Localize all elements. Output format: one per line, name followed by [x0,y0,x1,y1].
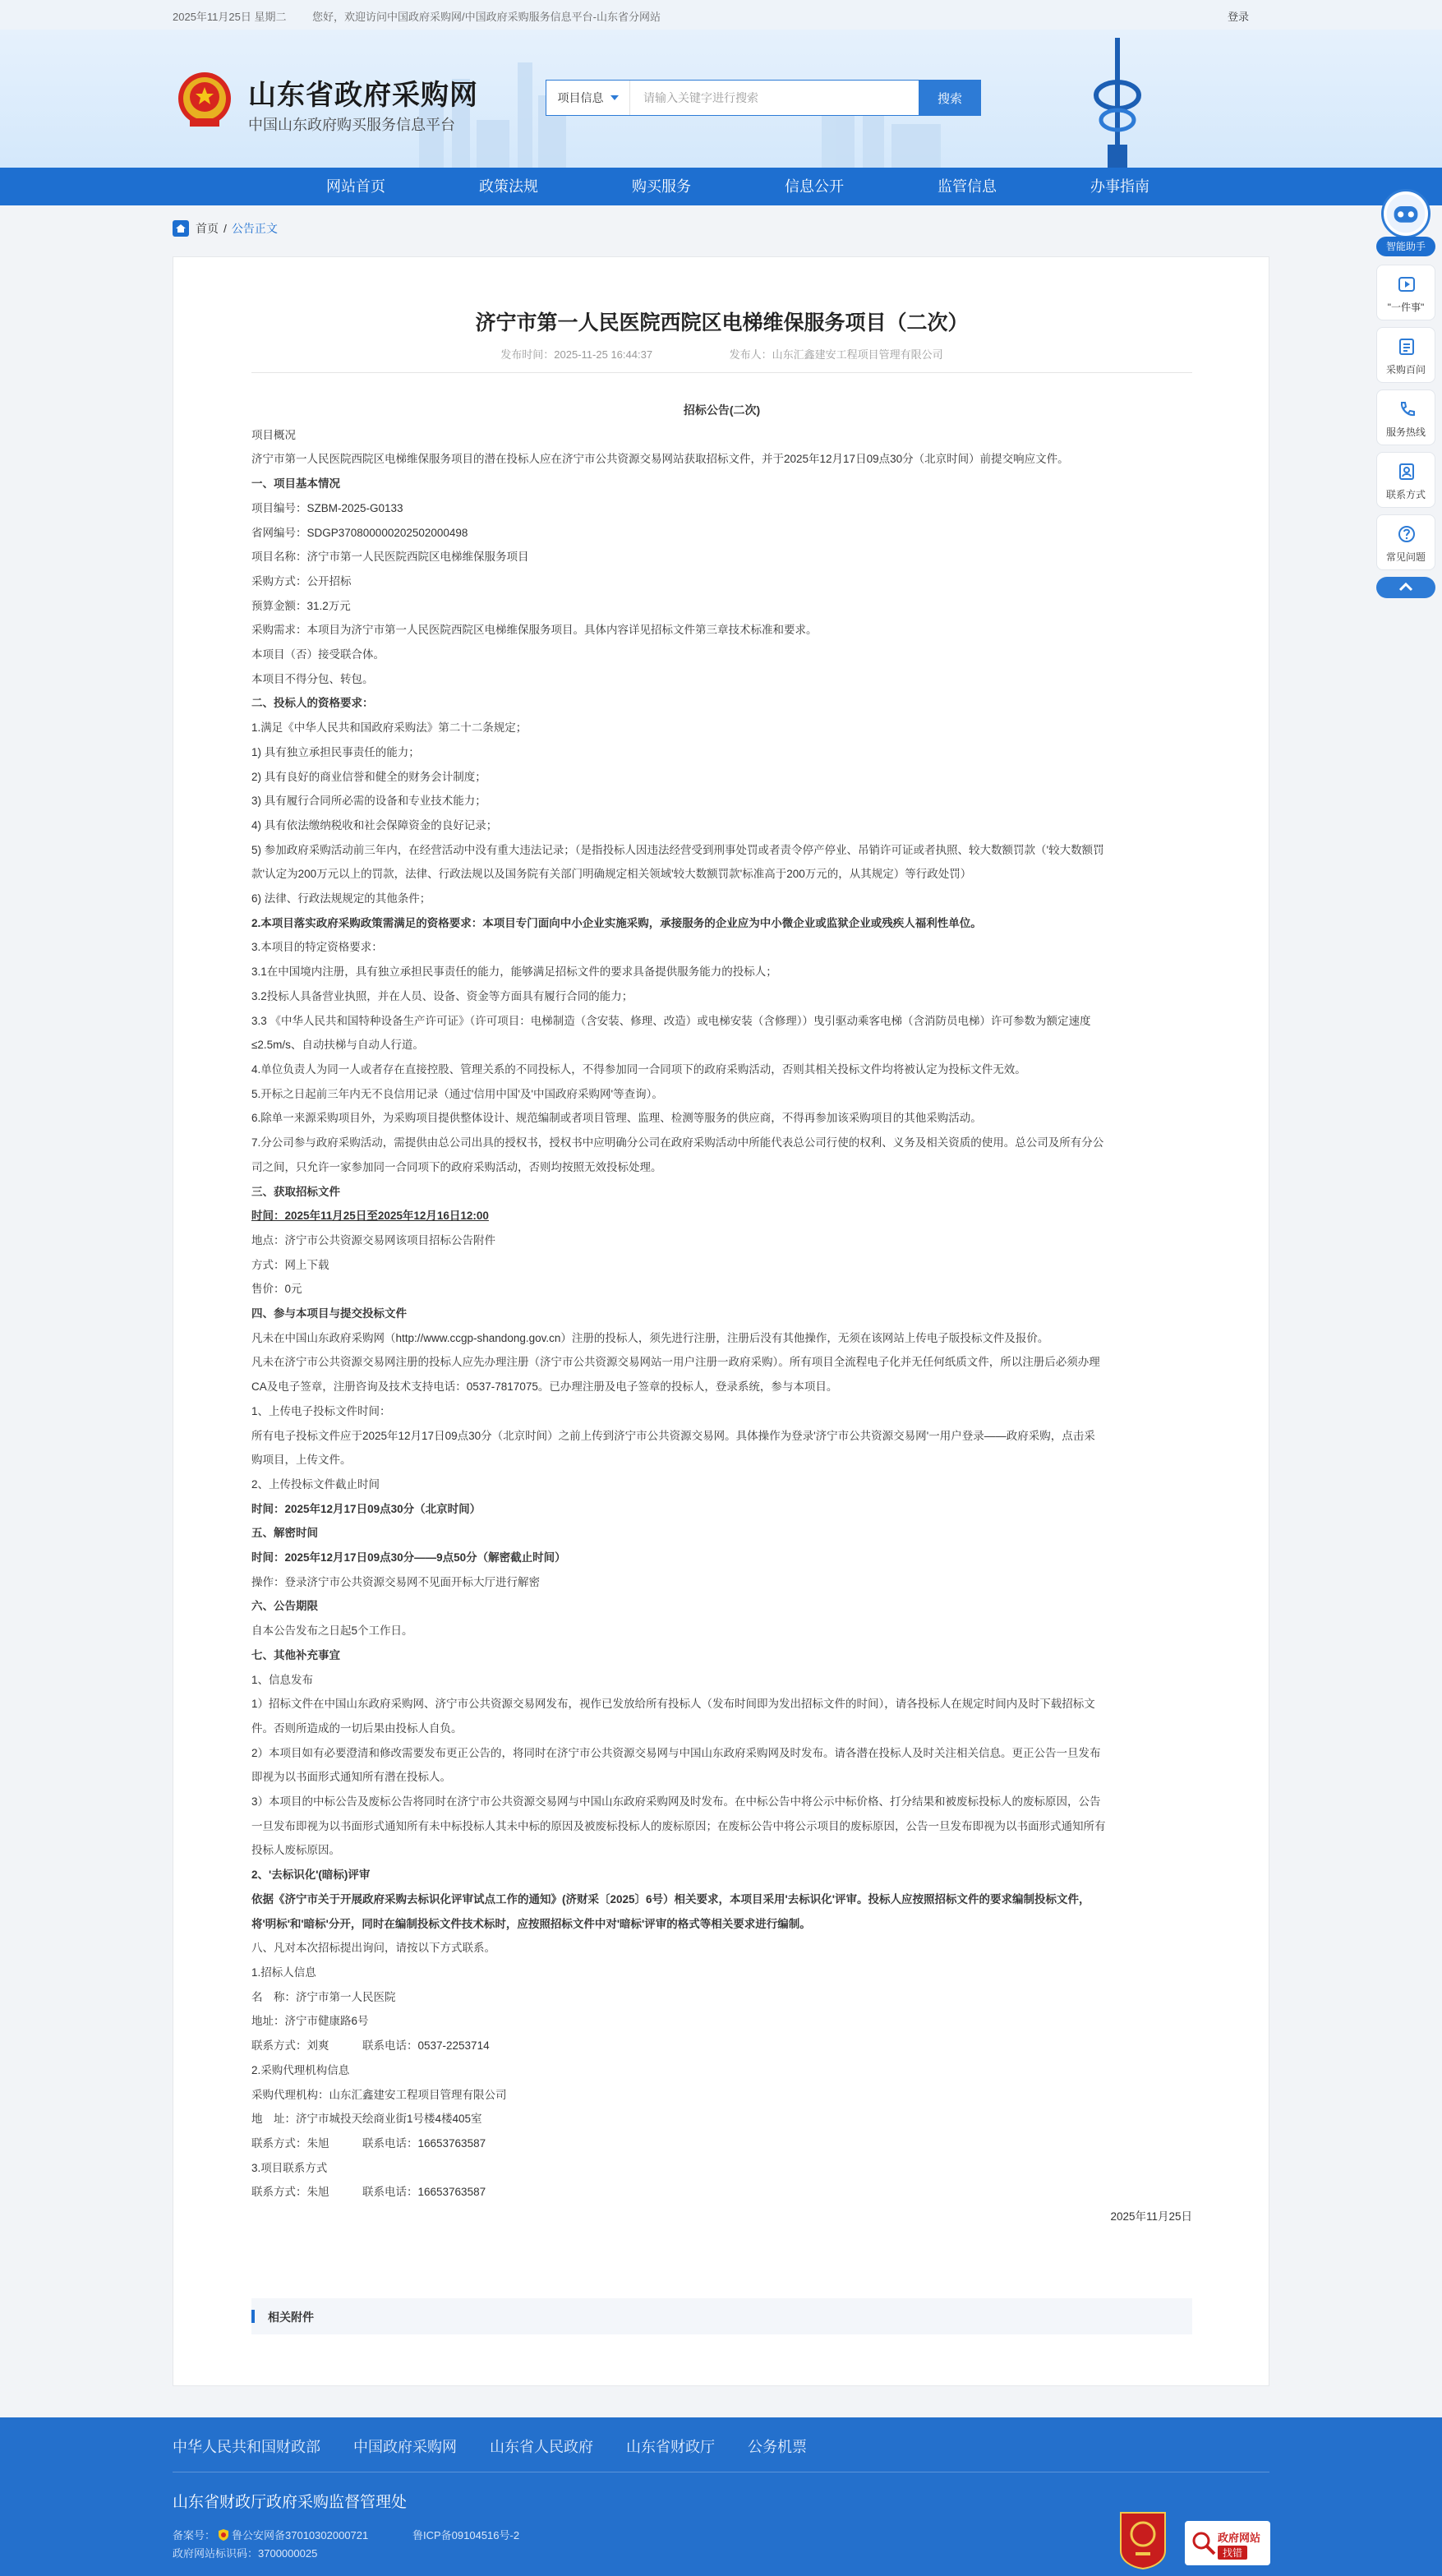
article-paragraph: 地 址：济宁市城投天绘商业街1号楼4楼405室 [251,2113,482,2126]
main-nav [0,168,1442,205]
article-paragraph: 时间：2025年12月17日09点30分——9点50分（解密截止时间） [251,1551,566,1564]
footer-link-sd-gov[interactable]: 山东省人民政府 [490,2439,593,2455]
article-paragraph: 联系方式：朱旭 联系电话：16653763587 [251,2136,486,2150]
article-paragraph: ≤2.5m/s、自动扶梯与自动人行道。 [251,1039,424,1052]
article-paragraph: 时间：2025年11月25日至2025年12月16日12:00 [251,1210,489,1223]
attachments-label: 相关附件 [268,2311,314,2324]
article-paragraph: 2.本项目落实政府采购政策需满足的资格要求：本项目专门面向中小企业实施采购，承接服务的企业应为中小微企业或监狱企业或残疾人福利性单位。 [251,916,982,929]
welcome-text: 您好，欢迎访问中国政府采购网/中国政府采购服务信息平台-山东省分网站 [312,11,661,23]
attachments-section [251,2298,1192,2334]
article-paragraph: 1、信息发布 [251,1673,314,1686]
breadcrumb-separator: / [223,222,227,235]
article-paragraph: 司之间，只允许一家参加同一合同项下的政府采购活动，否则均按照无效投标处理。 [251,1160,662,1173]
sidebar-item-label: 联系方式 [1385,489,1426,500]
search-button[interactable]: 搜索 [919,80,981,116]
article-paragraph: 七、其他补充事宜 [251,1648,340,1661]
publish-time: 发布时间：2025-11-25 16:44:37 [500,348,653,361]
article-paragraph: 购项目，上传文件。 [251,1454,352,1467]
chevron-up-icon [1376,577,1435,598]
article-paragraph: 采购代理机构：山东汇鑫建安工程项目管理有限公司 [251,2088,507,2101]
contact-icon [1398,463,1416,481]
article-paragraph: 名 称：济宁市第一人民医院 [251,1990,396,2003]
back-to-top-button[interactable] [1376,577,1435,598]
article-paragraph: 本项目不得分包、转包。 [251,672,374,685]
article-paragraph: 八、凡对本次招标提出询问，请按以下方式联系。 [251,1942,495,1955]
breadcrumb [173,220,278,237]
site-title: 山东省政府采购网 [248,80,478,111]
article-paragraph: 联系方式：朱旭 联系电话：16653763587 [251,2186,486,2199]
sidebar-item-hotline[interactable] [1376,389,1435,445]
sidebar-item-faq-hundred[interactable] [1376,327,1435,383]
footer-org: 山东省财政厅政府采购监督管理处 [173,2494,408,2511]
article-paragraph: 省网编号：SDGP370800000202502000498 [251,526,468,539]
nav-item-home[interactable]: 网站首页 [326,178,385,195]
smart-assistant-label: 智能助手 [1376,237,1435,256]
article-paragraph: 方式：网上下载 [251,1258,329,1271]
caret-down-icon [610,95,619,100]
article-paragraph: 操作：登录济宁市公共资源交易网不见面开标大厅进行解密 [251,1575,540,1588]
article-paragraph: 5.开标之日起前三年内无不良信用记录（通过'信用中国'及'中国政府采购网'等查询）。 [251,1087,663,1100]
article-paragraph: 5) 参加政府采购活动前三年内，在经营活动中没有重大违法记录；（是指投标人因违法经营受到刑事处罚或者责令停产停业、吊销许可证或者执照、较大数额罚款（'较大数额罚 [251,843,1104,856]
article-paragraph: 一、项目基本情况 [251,477,340,491]
article-paragraph: 自本公告发布之日起5个工作日。 [251,1624,413,1638]
footer-link-air-ticket[interactable]: 公务机票 [748,2439,807,2455]
sidebar-item-contact[interactable] [1376,452,1435,508]
article-paragraph: 一旦发布即视为以书面形式通知所有未中标投标人其未中标的原因及被废标投标人的废标原因；在废标公告中将公示项目的废标原因，公告一旦发布即视为以书面形式通知所有 [251,1819,1106,1832]
home-icon [173,220,189,237]
sidebar-item-label: 采购百问 [1385,364,1426,376]
article-paragraph: 4) 具有依法缴纳税收和社会保障资金的良好记录； [251,818,498,832]
record-info [173,2527,368,2542]
article-paragraph: 采购需求：本项目为济宁市第一人民医院西院区电梯维保服务项目。具体内容详见招标文件第三章技术标准和要求。 [251,624,818,637]
article-paragraph: 1、上传电子投标文件时间： [251,1404,391,1417]
article-paragraph: 地址：济宁市健康路6号 [251,2015,369,2028]
article-paragraph: 售价：0元 [251,1283,302,1296]
article-paragraph: 将'明标'和'暗标'分开，同时在编制投标文件技术标时，应按照招标文件中对'暗标'评审的格式等相关要求进行编制。 [251,1917,811,1930]
section-marker [251,2310,255,2323]
article-paragraph: 地点：济宁市公共资源交易网该项目招标公告附件 [251,1233,495,1247]
search-error-icon [1190,2529,1218,2557]
national-emblem-icon [177,69,233,130]
sidebar-item-common-questions[interactable] [1376,514,1435,570]
article-paragraph: 款'认定为200万元以上的罚款，法律、行政法规以及国务院有关部门明确规定相关领域'较大数额罚款'标准高于200万元的，从其规定）等行政处罚） [251,868,972,881]
article-paragraph: 预算金额：31.2万元 [251,599,351,612]
article-card [173,256,1269,2386]
footer-link-mof[interactable]: 中华人民共和国财政部 [173,2439,320,2455]
site-header [0,30,1442,168]
nav-item-info-public[interactable]: 信息公开 [785,178,844,195]
article-meta [173,346,1270,362]
article-paragraph: 件。否则所造成的一切后果由投标人自负。 [251,1721,463,1735]
sidebar-item-one-thing[interactable] [1376,265,1435,320]
article-paragraph: 本项目（否）接受联合体。 [251,648,385,661]
footer-link-ccgp[interactable]: 中国政府采购网 [353,2439,457,2455]
nav-item-policy[interactable]: 政策法规 [479,178,538,195]
article-paragraph: 采购方式：公开招标 [251,574,352,588]
nav-item-guide[interactable]: 办事指南 [1090,178,1149,195]
publisher: 发布人：山东汇鑫建安工程项目管理有限公司 [729,348,943,361]
site-footer [0,2417,1442,2576]
article-paragraph: 凡未在中国山东政府采购网（http://www.ccgp-shandong.gov.cn）注册的投标人，须先进行注册，注册后没有其他操作，无须在该网站上传电子版投标文件及报价。 [251,1331,1049,1344]
article-title: 济宁市第一人民医院西院区电梯维保服务项目（二次） [475,311,969,334]
nav-item-purchase-service[interactable]: 购买服务 [632,178,691,195]
article-paragraph: 2025年11月25日 [1110,2210,1192,2223]
login-link[interactable]: 登录 [1228,11,1250,23]
error-report-label: 找错 [1218,2546,1247,2560]
sidebar-item-label: 服务热线 [1385,426,1426,438]
article-paragraph: 3.项目联系方式 [251,2161,328,2174]
article-paragraph: 时间：2025年12月17日09点30分（北京时间） [251,1502,481,1515]
article-paragraph: 3.2投标人具备营业执照，并在人员、设备、资金等方面具有履行合同的能力； [251,989,633,1002]
article-paragraph: 招标公告(二次) [683,403,761,417]
article-paragraph: 联系方式：刘爽 联系电话：0537-2253714 [251,2039,490,2053]
article-paragraph: 依据《济宁市关于开展政府采购去标识化评审试点工作的通知》(济财采〔2025〕6号）相关要求，本项目采用'去标识化'评审。投标人应按照招标文件的要求编制投标文件， [251,1892,1090,1906]
article-paragraph: 1）招标文件在中国山东政府采购网、济宁市公共资源交易网发布，视作已发放给所有投标人（发布时间即为发出招标文件的时间），请各投标人在规定时间内及时下载招标文 [251,1698,1095,1711]
site-subtitle: 中国山东政府购买服务信息平台 [248,117,455,133]
search-category-select[interactable] [546,81,630,115]
robot-icon [1381,189,1430,238]
article-paragraph: 2、上传投标文件截止时间 [251,1477,380,1491]
tower-decoration [1085,38,1150,168]
footer-links [173,2435,840,2457]
article-paragraph: 四、参与本项目与提交投标文件 [251,1307,407,1320]
article-paragraph: 凡未在济宁市公共资源交易网注册的投标人应先办理注册（济宁市公共资源交易网站一用户注册一政府采购）。所有项目全流程电子化并无任何纸质文件，所以注册后必须办理 [251,1356,1100,1369]
article-paragraph: 五、解密时间 [251,1527,318,1540]
gov-site-error-report[interactable] [1185,2521,1270,2565]
article-paragraph: 3.3 《中华人民共和国特种设备生产许可证》（许可项目：电梯制造（含安装、修理、改造）或电梯安装（含修理））曳引驱动乘客电梯（含消防员电梯）许可参数为额定速度 [251,1014,1091,1027]
article-paragraph: 2、'去标识化'(暗标)评审 [251,1869,371,1882]
article-paragraph: 3.本项目的特定资格要求： [251,941,383,954]
article-paragraph: 三、获取招标文件 [251,1185,340,1198]
footer-link-sd-finance[interactable]: 山东省财政厅 [626,2439,715,2455]
floating-sidebar [1376,189,1435,598]
icp-record[interactable]: 鲁ICP备09104516号-2 [412,2529,520,2541]
current-date: 2025年11月25日 星期二 [173,11,287,23]
article-paragraph: 3) 具有履行合同所必需的设备和专业技术能力； [251,795,486,808]
article-paragraph: 7.分公司参与政府采购活动，需提供由总公司出具的授权书，授权书中应明确分公司在政府采购活动中所能代表总公司行使的权利、义务及相关资质的使用。总公司及所有分公 [251,1136,1104,1150]
title-divider [251,372,1192,373]
record-prefix: 备案号： [173,2529,216,2541]
search-category-label: 项目信息 [557,91,604,104]
article-paragraph: 2）本项目如有必要澄清和修改需要发布更正公告的，将同时在济宁市公共资源交易网与中国山东政府采购网及时发布。请各潜在投标人及时关注相关信息。更正公告一旦发布 [251,1746,1101,1759]
play-icon [1398,275,1416,293]
error-report-title: 政府网站 [1218,2532,1261,2544]
breadcrumb-home-link[interactable]: 首页 [196,222,219,235]
question-icon [1398,525,1416,543]
article-paragraph: 2) 具有良好的商业信誉和健全的财务会计制度； [251,770,486,783]
smart-assistant-button[interactable] [1376,189,1435,258]
sidebar-item-label: "一件事" [1387,302,1425,313]
article-paragraph: 6.除单一来源采购项目外，为采购项目提供整体设计、规范编制或者项目管理、监理、检测等服务的供应商，不得再参加该采购项目的其他采购活动。 [251,1112,982,1125]
sidebar-item-label: 常见问题 [1385,551,1426,563]
party-gov-badge-icon[interactable] [1117,2509,1168,2570]
phone-icon [1398,400,1416,418]
article-paragraph: 3）本项目的中标公告及废标公告将同时在济宁市公共资源交易网与中国山东政府采购网及时发布。在中标公告中将公示中标价格、打分结果和被废标投标人的废标原因，公告 [251,1795,1101,1809]
article-paragraph: CA及电子签章，注册咨询及技术支持电话：0537-7817075。已办理注册及电子签章的投标人，登录系统，参与本项目。 [251,1380,838,1394]
article-paragraph: 所有电子投标文件应于2025年12月17日09点30分（北京时间）之前上传到济宁市公共资源交易网。具体操作为登录'济宁市公共资源交易网'一用户登录——政府采购，点击采 [251,1429,1095,1442]
article-paragraph: 2.采购代理机构信息 [251,2063,350,2076]
article-paragraph: 3.1在中国境内注册，具有独立承担民事责任的能力，能够满足招标文件的要求具备提供服务能力的投标人； [251,965,777,979]
article-paragraph: 1.满足《中华人民共和国政府采购法》第二十二条规定； [251,721,528,735]
police-badge-icon [217,2528,230,2541]
article-paragraph: 即视为以书面形式通知所有潜在投标人。 [251,1771,451,1784]
article-content [251,399,1192,2229]
psb-record[interactable]: 鲁公安网备37010302000721 [232,2529,369,2541]
article-paragraph: 项目概况 [251,428,296,441]
search-input[interactable] [630,81,919,115]
article-paragraph: 六、公告期限 [251,1600,318,1613]
top-bar [0,0,1442,30]
article-paragraph: 项目名称：济宁市第一人民医院西院区电梯维保服务项目 [251,551,529,564]
article-paragraph: 项目编号：SZBM-2025-G0133 [251,501,403,514]
nav-item-supervision[interactable]: 监管信息 [938,178,997,195]
article-paragraph: 济宁市第一人民医院西院区电梯维保服务项目的潜在投标人应在济宁市公共资源交易网站获取招标文件，并于2025年12月17日09点30分（北京时间）前提交响应文件。 [251,453,1069,466]
breadcrumb-current: 公告正文 [231,222,278,235]
article-paragraph: 二、投标人的资格要求： [251,697,374,710]
document-icon [1398,338,1416,356]
article-paragraph: 投标人废标原因。 [251,1844,340,1857]
search-bar [546,80,981,116]
site-id: 政府网站标识码：3700000025 [173,2547,318,2560]
article-paragraph: 1) 具有独立承担民事责任的能力； [251,745,420,758]
article-paragraph: 1.招标人信息 [251,1966,316,1979]
article-paragraph: 6) 法律、行政法规规定的其他条件； [251,892,431,906]
article-paragraph: 4.单位负责人为同一人或者存在直接控股、管理关系的不同投标人，不得参加同一合同项下的政府采购活动，否则其相关投标文件均将被认定为投标文件无效。 [251,1062,1026,1076]
